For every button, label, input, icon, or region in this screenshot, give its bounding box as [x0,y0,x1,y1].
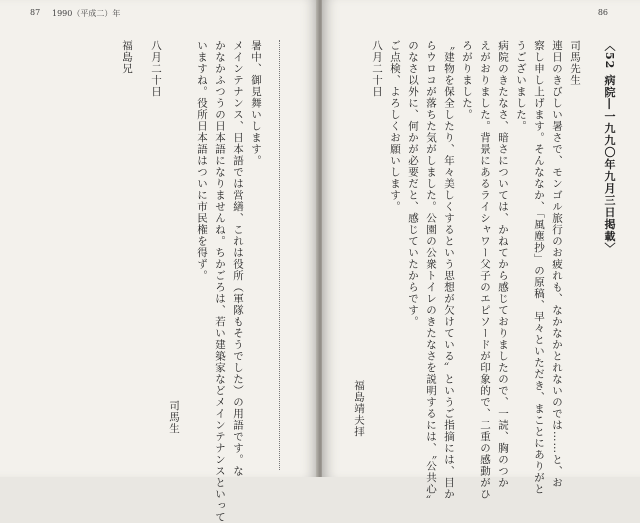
divider [279,40,280,470]
letter-line-1: 暑中、御見舞いします。 [250,40,262,167]
letter-line-2: メインテナンス、日本語では営繕、これは役所（軍隊もそうでした）の用語です。な [232,40,244,477]
letter-line-3: うございました。 [515,40,527,132]
letter-addressee: 福島兄 [121,40,133,75]
letter-signature: 司馬生 [168,400,180,435]
letter-line-4: 病院のきたなさ、暗さについては、かねてから感じておりましたので、一読、胸のつか [497,40,509,489]
letter-date: 八月二十日 [371,40,383,98]
page-number-left: 87 [30,8,41,17]
letter-line-10: ご点検、よろしくお願いします。 [389,40,401,213]
section-title: 〈52 病院―一九九〇年九月三日掲載〉 [603,40,616,255]
letter-line-9: のなさ以外に、何かが必要だと、感じていたからです。 [407,40,419,328]
letter-signature: 福島靖夫拝 [353,380,365,438]
letter-line-7: 〝建物を保全したり、年々美しくするという思想が欠けている〟というご指摘には、目か [443,40,455,500]
letter-line-2: 察し申し上げます。そんななか、「風塵抄」の原稿、早々といただき、まことにありがと [533,40,545,495]
page-number-right: 86 [597,8,608,17]
letter-line-8: らウロコが落ちた気がしました。公園の公衆トイレのきたなさを説明するには、〝公共心〟 [425,40,437,507]
letter-line-1: 連日のきびしい暑さで、モンゴル旅行のお疲れも、なかなかとれないのでは……と、お [551,40,563,489]
left-page [0,0,318,523]
salutation: 司馬先生 [569,40,581,86]
letter-line-5: えがおりました。背景にあるライシャワー父子のエピソードが印象的で、二重の感動がひ [479,40,491,500]
letter-line-6: ろがりました。 [461,40,473,121]
running-head: 1990（平成二）年 [52,9,121,18]
letter-date: 八月二十日 [150,40,162,98]
right-page [322,0,640,507]
letter-line-3: かなかふつうの日本語になりませんね。ちかごろは、若い建築家などメインテナンスといって [214,40,226,523]
letter-line-4: いますね。役所日本語はついに市民権を得ず。 [196,40,208,282]
